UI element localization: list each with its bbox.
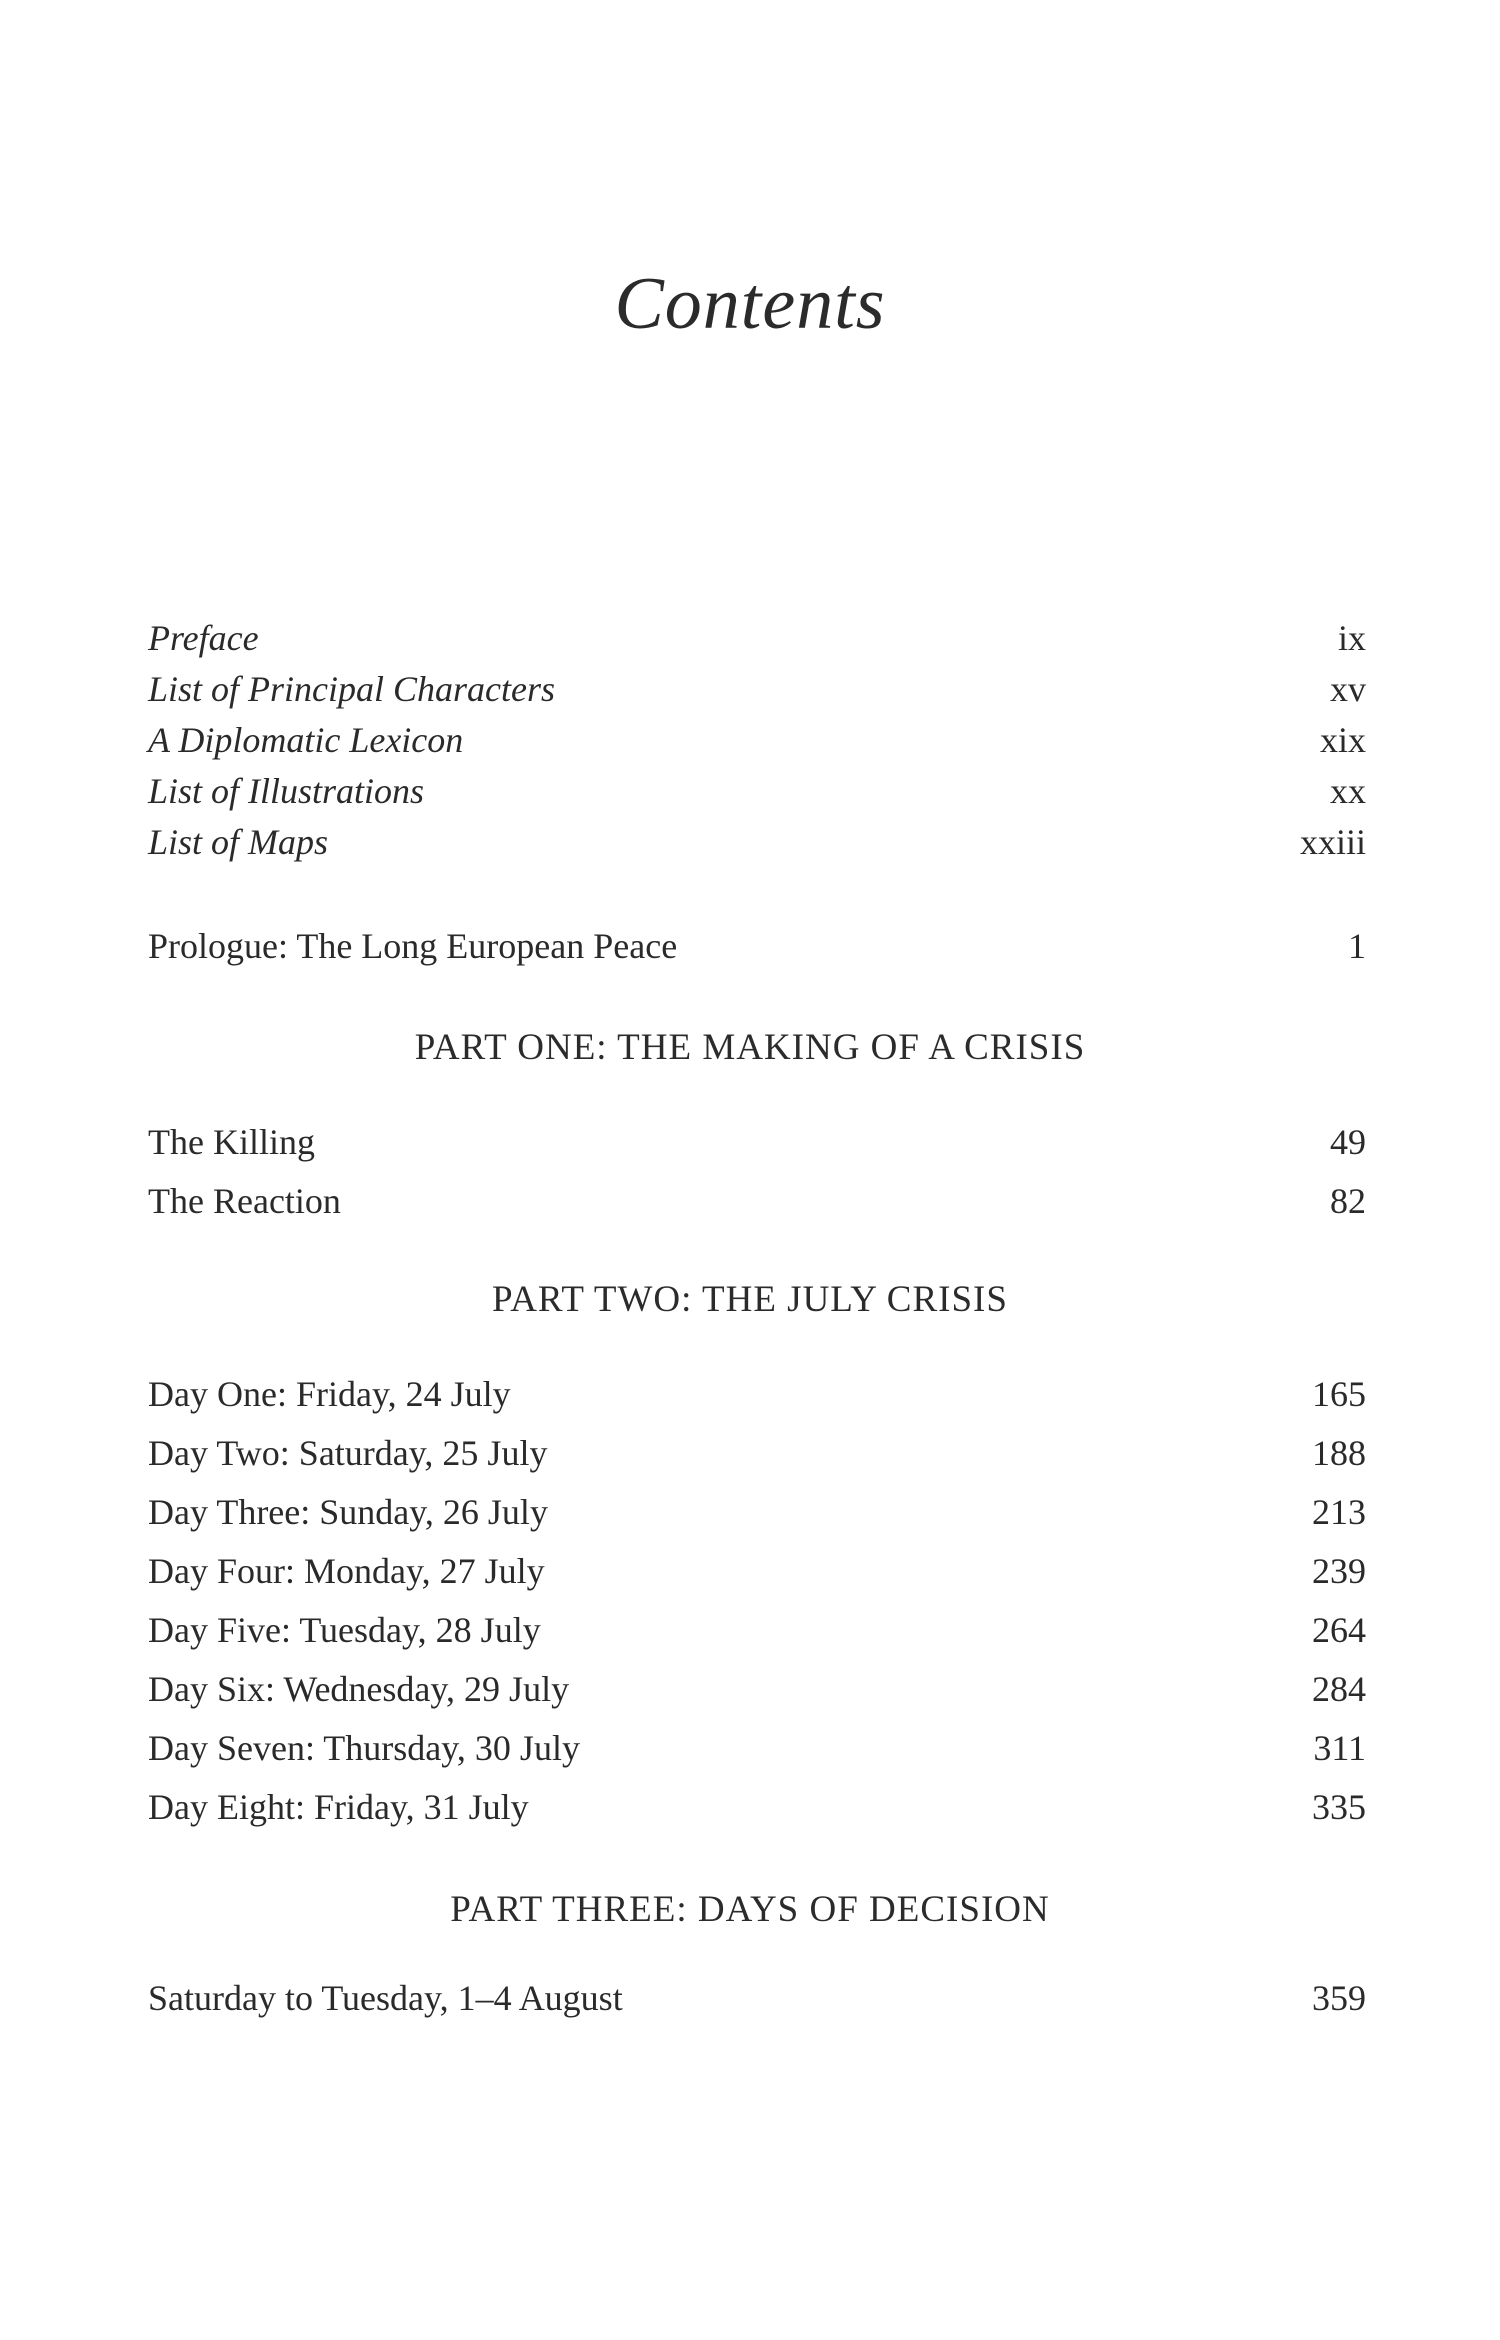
part-heading: PART TWO: THE JULY CRISIS [492,1279,1008,1320]
toc-entry-diplomatic-lexicon[interactable] [148,714,1366,766]
toc-entry-label: List of Principal Characters [148,669,556,709]
toc-entry-page: 213 [1312,1492,1366,1532]
page-title: Contents [614,263,886,345]
toc-entry-the-reaction[interactable] [148,1175,1366,1227]
toc-entry-page: xix [1319,720,1366,760]
toc-entry-page: 359 [1312,1978,1366,2018]
toc-entry-label: Day Two: Saturday, 25 July [148,1433,548,1473]
toc-entry-preface[interactable] [148,612,1366,664]
toc-entry-page: 165 [1312,1374,1366,1414]
toc-entry-maps[interactable] [148,816,1366,868]
part-heading: PART ONE: THE MAKING OF A CRISIS [414,1027,1086,1068]
part-heading: PART THREE: DAYS OF DECISION [450,1889,1050,1930]
toc-entry-page: 1 [1348,926,1366,966]
toc-entry-day-seven[interactable] [148,1722,1366,1774]
toc-entry-page: 49 [1330,1122,1366,1162]
toc-entry-label: Day Six: Wednesday, 29 July [148,1669,570,1709]
toc-entry-page: 284 [1312,1669,1366,1709]
toc-entry-label: The Killing [148,1122,315,1162]
toc-entry-page: 239 [1312,1551,1366,1591]
toc-entry-label: Saturday to Tuesday, 1–4 August [148,1978,623,2018]
toc-entry-day-four[interactable] [148,1545,1366,1597]
toc-entry-day-five[interactable] [148,1604,1366,1656]
toc-entry-day-eight[interactable] [148,1781,1366,1833]
toc-entry-principal-characters[interactable] [148,663,1366,715]
toc-entry-label: Day Eight: Friday, 31 July [148,1787,529,1827]
toc-entry-label: Prologue: The Long European Peace [148,926,678,966]
toc-entry-day-one[interactable] [148,1368,1366,1420]
toc-entry-page: 82 [1330,1181,1366,1221]
toc-entry-label: A Diplomatic Lexicon [148,720,464,760]
toc-entry-day-two[interactable] [148,1427,1366,1479]
toc-entry-day-three[interactable] [148,1486,1366,1538]
toc-entry-label: Day One: Friday, 24 July [148,1374,511,1414]
toc-entry-day-six[interactable] [148,1663,1366,1715]
toc-entry-saturday-to-tuesday[interactable] [148,1972,1366,2024]
toc-entry-page: 311 [1313,1728,1366,1768]
toc-entry-the-killing[interactable] [148,1116,1366,1168]
toc-entry-prologue[interactable] [148,920,1366,972]
toc-entry-label: Preface [148,618,259,658]
toc-entry-page: 188 [1312,1433,1366,1473]
toc-entry-label: List of Maps [148,822,329,862]
toc-entry-page: ix [1337,618,1366,658]
toc-entry-page: xx [1330,771,1366,811]
toc-entry-page: 264 [1312,1610,1366,1650]
toc-entry-label: Day Four: Monday, 27 July [148,1551,545,1591]
toc-entry-page: 335 [1312,1787,1366,1827]
toc-entry-illustrations[interactable] [148,765,1366,817]
toc-entry-label: Day Seven: Thursday, 30 July [148,1728,580,1768]
toc-entry-label: Day Five: Tuesday, 28 July [148,1610,541,1650]
toc-entry-label: Day Three: Sunday, 26 July [148,1492,548,1532]
toc-entry-label: List of Illustrations [148,771,425,811]
toc-entry-page: xv [1330,669,1366,709]
toc-entry-label: The Reaction [148,1181,341,1221]
toc-entry-page: xxiii [1299,822,1366,862]
